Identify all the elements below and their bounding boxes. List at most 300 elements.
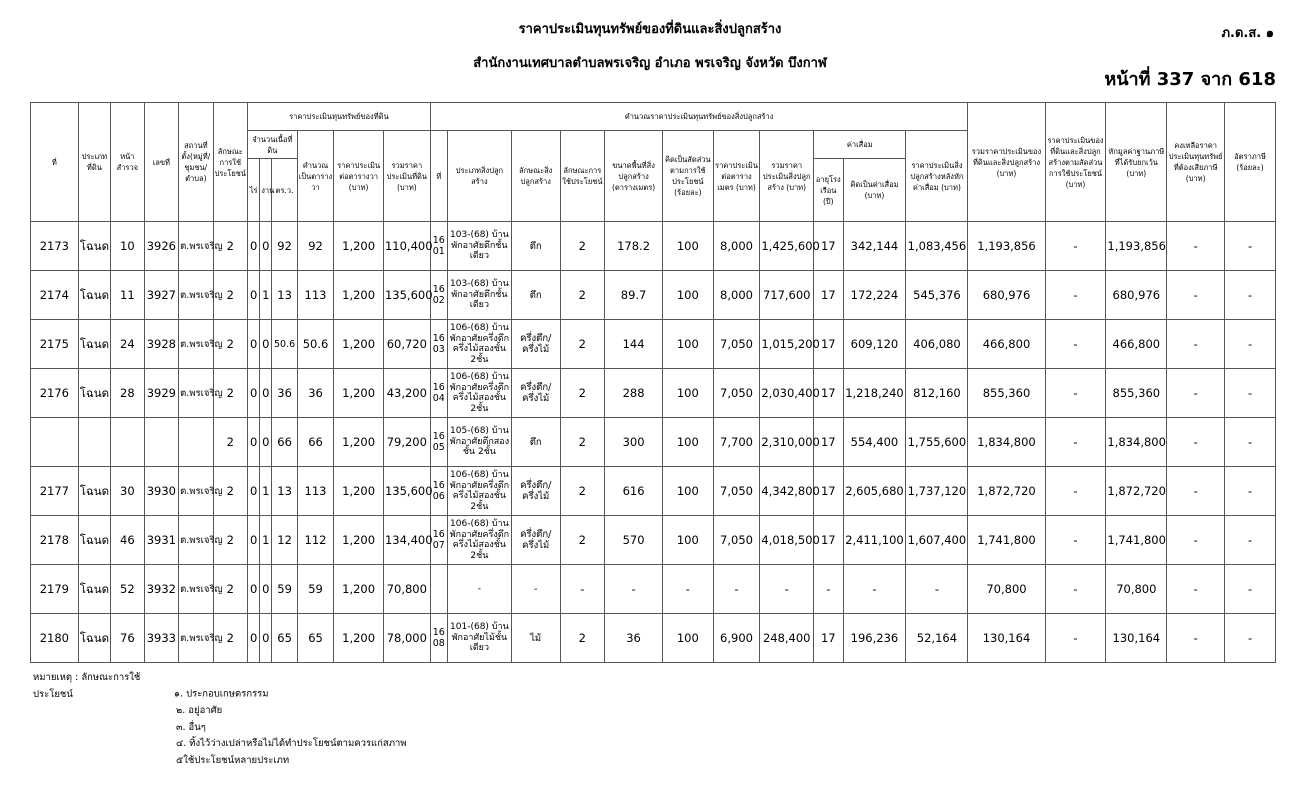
notes-section [33,670,407,769]
cell-sqw: 92 [297,222,334,271]
cell-building-pct: 100 [662,222,713,271]
col-usage: ลักษณะการใช้ประโยชน์ [213,103,247,222]
cell-rai: 0 [248,565,260,614]
table-row [31,467,1276,516]
cell-age: 17 [814,369,843,418]
cell-age: 17 [814,222,843,271]
assessment-table [30,102,1276,663]
cell-share: - [1045,467,1106,516]
cell-sqw: 113 [297,271,334,320]
cell-building-no: 16 08 [430,614,447,663]
cell-sqw: 65 [297,614,334,663]
col-share-value: ราคาประเมินของที่ดินและสิ่งปลูกสร้างตามสัดส่วนการใช้ประโยชน์ (บาท) [1045,103,1106,222]
cell-grand-total: 1,834,800 [968,418,1045,467]
cell-building-area: 300 [605,418,663,467]
cell-after-dep: - [906,565,968,614]
cell-building-nature: ตึก [511,418,560,467]
cell-location: ต.พรเจริญ [179,614,213,663]
cell-land-total: 135,600 [383,271,430,320]
cell-building-nature: ไม้ [511,614,560,663]
cell-doc: 3929 [144,369,178,418]
col-land-type: ประเภทที่ดิน [78,103,110,222]
notes-label: หมายเหตุ : ลักษณะการใช้ประโยชน์ [33,672,141,700]
cell-land-total: 60,720 [383,320,430,369]
table-row [31,222,1276,271]
cell-deduction: 1,872,720 [1106,467,1167,516]
cell-building-type: 103-(68) บ้านพักอาศัยตึกชั้นเดียว [447,271,511,320]
cell-building-usage: 2 [560,614,605,663]
cell-building-price: 7,700 [713,418,760,467]
cell-deduction: 466,800 [1106,320,1167,369]
cell-share: - [1045,516,1106,565]
cell-wah: 92 [272,222,297,271]
cell-doc: 3927 [144,271,178,320]
col-building-usage: ลักษณะการใช้ประโยชน์ [560,131,605,222]
cell-building-no: 16 01 [430,222,447,271]
cell-grand-total: 70,800 [968,565,1045,614]
table-row [31,369,1276,418]
cell-depreciation: - [843,565,906,614]
cell-building-pct: 100 [662,369,713,418]
cell-price: 1,200 [334,369,384,418]
cell-after-dep: 406,080 [906,320,968,369]
cell-doc: 3930 [144,467,178,516]
cell-land-total: 135,600 [383,467,430,516]
cell-price: 1,200 [334,467,384,516]
col-no: ที่ [31,103,79,222]
cell-doc: 3932 [144,565,178,614]
cell-rai: 0 [248,369,260,418]
cell-no: 2176 [31,369,79,418]
cell-share: - [1045,222,1106,271]
cell-location: ต.พรเจริญ [179,320,213,369]
cell-deduction: 1,193,856 [1106,222,1167,271]
cell-rai: 0 [248,320,260,369]
cell-depreciation: 1,218,240 [843,369,906,418]
cell-grand-total: 1,741,800 [968,516,1045,565]
cell-remaining: - [1167,467,1225,516]
cell-building-price: 6,900 [713,614,760,663]
cell-building-area: 288 [605,369,663,418]
cell-building-usage: - [560,565,605,614]
cell-wah: 12 [272,516,297,565]
cell-building-no: 16 04 [430,369,447,418]
col-building-type: ประเภทสิ่งปลูกสร้าง [447,131,511,222]
cell-land-total: 79,200 [383,418,430,467]
cell-building-usage: 2 [560,418,605,467]
cell-location: ต.พรเจริญ [179,369,213,418]
cell-doc: 3926 [144,222,178,271]
cell-depreciation: 196,236 [843,614,906,663]
cell-grand-total: 855,360 [968,369,1045,418]
cell-sqw: 59 [297,565,334,614]
table-row [31,614,1276,663]
cell-usage: 2 [213,467,247,516]
col-ngan: งาน [260,159,272,222]
cell-ngan: 1 [260,516,272,565]
cell-no [31,418,79,467]
cell-building-pct: 100 [662,271,713,320]
cell-no: 2178 [31,516,79,565]
cell-location: ต.พรเจริญ [179,467,213,516]
table-row [31,565,1276,614]
cell-share: - [1045,614,1106,663]
table-row [31,418,1276,467]
col-price-per-sqw: ราคาประเมินต่อตารางวา (บาท) [334,131,384,222]
cell-building-total: 4,342,800 [760,467,814,516]
cell-land-type: โฉนด [78,369,110,418]
cell-building-total: 1,425,600 [760,222,814,271]
cell-tax-rate: - [1225,565,1276,614]
cell-building-no: 16 03 [430,320,447,369]
cell-building-nature: ครึ่งตึก/ครึ่งไม้ [511,467,560,516]
cell-building-usage: 2 [560,369,605,418]
cell-building-nature: ตึก [511,271,560,320]
cell-no: 2175 [31,320,79,369]
col-building-price-sqm: ราคาประเมินต่อตารางเมตร (บาท) [713,131,760,222]
cell-building-price: 7,050 [713,369,760,418]
cell-sqw: 112 [297,516,334,565]
col-building-pct: คิดเป็นสัดส่วนตามการใช้ประโยชน์ (ร้อยละ) [662,131,713,222]
cell-age: 17 [814,271,843,320]
cell-land-total: 78,000 [383,614,430,663]
cell-after-dep: 1,737,120 [906,467,968,516]
cell-building-total: 717,600 [760,271,814,320]
cell-after-dep: 1,083,456 [906,222,968,271]
cell-share: - [1045,565,1106,614]
cell-building-area: - [605,565,663,614]
cell-building-total: - [760,565,814,614]
cell-price: 1,200 [334,418,384,467]
notes-item: ๕ใช้ประโยชน์หลายประเภท [176,754,290,766]
cell-building-total: 2,030,400 [760,369,814,418]
cell-depreciation: 2,605,680 [843,467,906,516]
table-row [31,320,1276,369]
cell-doc: 3928 [144,320,178,369]
cell-land-total: 134,400 [383,516,430,565]
cell-price: 1,200 [334,271,384,320]
cell-price: 1,200 [334,614,384,663]
cell-building-nature: ครึ่งตึก/ครึ่งไม้ [511,320,560,369]
cell-share: - [1045,320,1106,369]
col-building-area: ขนาดพื้นที่สิ่งปลูกสร้าง (ตารางเมตร) [605,131,663,222]
col-calc-sqw: คำนวณเป็นตารางวา [297,131,334,222]
cell-land-total: 110,400 [383,222,430,271]
cell-share: - [1045,418,1106,467]
col-group-land: ราคาประเมินทุนทรัพย์ของที่ดิน [248,103,431,131]
cell-after-dep: 545,376 [906,271,968,320]
cell-building-usage: 2 [560,320,605,369]
cell-page: 52 [111,565,144,614]
cell-remaining: - [1167,369,1225,418]
cell-page: 46 [111,516,144,565]
cell-building-type: 101-(68) บ้านพักอาศัยไม้ชั้นเดียว [447,614,511,663]
cell-rai: 0 [248,222,260,271]
cell-no: 2179 [31,565,79,614]
cell-grand-total: 680,976 [968,271,1045,320]
col-group-depreciation: ค่าเสื่อม [814,131,906,159]
cell-land-type: โฉนด [78,565,110,614]
cell-location [179,418,213,467]
col-tax-rate: อัตราภาษี (ร้อยละ) [1225,103,1276,222]
cell-tax-rate: - [1225,320,1276,369]
cell-land-type: โฉนด [78,271,110,320]
cell-wah: 50.6 [272,320,297,369]
cell-price: 1,200 [334,565,384,614]
col-building-total: รวมราคาประเมินสิ่งปลูกสร้าง (บาท) [760,131,814,222]
cell-usage: 2 [213,369,247,418]
cell-building-usage: 2 [560,271,605,320]
cell-no: 2180 [31,614,79,663]
cell-building-area: 178.2 [605,222,663,271]
cell-age: 17 [814,320,843,369]
cell-ngan: 1 [260,271,272,320]
cell-building-pct: 100 [662,467,713,516]
cell-price: 1,200 [334,320,384,369]
cell-ngan: 0 [260,222,272,271]
cell-remaining: - [1167,418,1225,467]
col-grand-total: รวมราคาประเมินของที่ดินและสิ่งปลูกสร้าง (บาท) [968,103,1045,222]
form-code: ภ.ด.ส. ๑ [1221,26,1274,41]
cell-sqw: 50.6 [297,320,334,369]
cell-deduction: 1,741,800 [1106,516,1167,565]
cell-ngan: 0 [260,565,272,614]
cell-age: 17 [814,467,843,516]
cell-after-dep: 1,607,400 [906,516,968,565]
cell-tax-rate: - [1225,222,1276,271]
cell-usage: 2 [213,516,247,565]
cell-building-type: 106-(68) บ้านพักอาศัยครึ่งตึกครึ่งไม้สองชั้น 2ชั้น [447,369,511,418]
cell-page: 30 [111,467,144,516]
col-doc-no: เลขที่ [144,103,178,222]
cell-age: 17 [814,418,843,467]
cell-building-no: 16 05 [430,418,447,467]
notes-item: ๒. อยู่อาศัย [176,705,223,716]
col-survey-page: หน้าสำรวจ [111,103,144,222]
cell-price: 1,200 [334,516,384,565]
cell-land-type [78,418,110,467]
cell-building-no: 16 02 [430,271,447,320]
cell-usage: 2 [213,222,247,271]
cell-wah: 59 [272,565,297,614]
cell-age: 17 [814,614,843,663]
cell-deduction: 855,360 [1106,369,1167,418]
cell-depreciation: 342,144 [843,222,906,271]
cell-building-type: 106-(68) บ้านพักอาศัยครึ่งตึกครึ่งไม้สองชั้น 2ชั้น [447,516,511,565]
cell-building-price: 7,050 [713,320,760,369]
cell-sqw: 113 [297,467,334,516]
cell-building-price: 8,000 [713,271,760,320]
cell-usage: 2 [213,320,247,369]
cell-remaining: - [1167,222,1225,271]
cell-building-usage: 2 [560,516,605,565]
col-group-area: จำนวนเนื้อที่ดิน [248,131,298,159]
table-row [31,516,1276,565]
cell-remaining: - [1167,320,1225,369]
cell-doc: 3931 [144,516,178,565]
cell-sqw: 66 [297,418,334,467]
cell-location: ต.พรเจริญ [179,271,213,320]
cell-building-pct: 100 [662,614,713,663]
cell-grand-total: 130,164 [968,614,1045,663]
cell-location: ต.พรเจริญ [179,565,213,614]
cell-depreciation: 609,120 [843,320,906,369]
cell-land-type: โฉนด [78,614,110,663]
cell-building-type: 106-(68) บ้านพักอาศัยครึ่งตึกครึ่งไม้สองชั้น 2ชั้น [447,320,511,369]
cell-building-pct: 100 [662,516,713,565]
cell-building-area: 616 [605,467,663,516]
table-row [31,271,1276,320]
col-wah: ตร.ว. [272,159,297,222]
cell-age: - [814,565,843,614]
col-rai: ไร่ [248,159,260,222]
cell-building-type: 105-(68) บ้านพักอาศัยตึกสองชั้น 2ชั้น [447,418,511,467]
cell-grand-total: 466,800 [968,320,1045,369]
cell-tax-rate: - [1225,271,1276,320]
col-building-after-dep: ราคาประเมินสิ่งปลูกสร้างหลังหักค่าเสื่อม (บาท) [906,131,968,222]
cell-no: 2174 [31,271,79,320]
cell-building-usage: 2 [560,467,605,516]
cell-rai: 0 [248,516,260,565]
cell-page: 28 [111,369,144,418]
cell-land-type: โฉนด [78,320,110,369]
cell-after-dep: 1,755,600 [906,418,968,467]
cell-remaining: - [1167,516,1225,565]
cell-usage: 2 [213,271,247,320]
cell-deduction: 70,800 [1106,565,1167,614]
cell-remaining: - [1167,565,1225,614]
cell-rai: 0 [248,418,260,467]
cell-wah: 36 [272,369,297,418]
cell-building-no: 16 07 [430,516,447,565]
table-body [31,222,1276,663]
col-land-total: รวมราคาประเมินที่ดิน (บาท) [383,131,430,222]
cell-location: ต.พรเจริญ [179,222,213,271]
cell-tax-rate: - [1225,516,1276,565]
col-remaining: คงเหลือราคาประเมินทุนทรัพย์ที่ต้องเสียภาษี (บาท) [1167,103,1225,222]
cell-no: 2177 [31,467,79,516]
cell-wah: 66 [272,418,297,467]
cell-tax-rate: - [1225,369,1276,418]
cell-deduction: 1,834,800 [1106,418,1167,467]
cell-land-total: 43,200 [383,369,430,418]
cell-tax-rate: - [1225,614,1276,663]
cell-building-total: 1,015,200 [760,320,814,369]
cell-age: 17 [814,516,843,565]
col-building-nature: ลักษณะสิ่งปลูกสร้าง [511,131,560,222]
cell-price: 1,200 [334,222,384,271]
report-subtitle: สำนักงานเทศบาลตำบลพรเจริญ อำเภอ พรเจริญ จังหวัด บึงกาฬ [473,56,827,71]
cell-after-dep: 52,164 [906,614,968,663]
cell-remaining: - [1167,271,1225,320]
cell-usage: 2 [213,565,247,614]
cell-rai: 0 [248,271,260,320]
cell-deduction: 680,976 [1106,271,1167,320]
notes-line [33,670,407,703]
page-info: หน้าที่ 337 จาก 618 [1104,69,1276,90]
cell-building-pct: - [662,565,713,614]
cell-grand-total: 1,872,720 [968,467,1045,516]
cell-building-total: 248,400 [760,614,814,663]
col-building-age: อายุโรงเรือน (ปี) [814,159,843,222]
cell-building-price: 7,050 [713,516,760,565]
cell-building-pct: 100 [662,418,713,467]
col-building-no: ที่ [430,131,447,222]
notes-item: ๔. ทิ้งไว้ว่างเปล่าหรือไม่ได้ทำประโยชน์ตามควรแก่สภาพ [176,738,407,749]
col-group-building: คำนวณราคาประเมินทุนทรัพย์ของสิ่งปลูกสร้าง [430,103,968,131]
cell-usage: 2 [213,418,247,467]
cell-wah: 65 [272,614,297,663]
cell-land-type: โฉนด [78,516,110,565]
cell-building-nature: ตึก [511,222,560,271]
notes-item: ๑. ประกอบเกษตรกรรม [174,688,269,700]
cell-ngan: 0 [260,369,272,418]
col-deduction: หักมูลค่าฐานภาษีที่ได้รับยกเว้น (บาท) [1106,103,1167,222]
cell-ngan: 1 [260,467,272,516]
cell-ngan: 0 [260,418,272,467]
cell-depreciation: 172,224 [843,271,906,320]
cell-building-type: 106-(68) บ้านพักอาศัยครึ่งตึกครึ่งไม้สองชั้น 2ชั้น [447,467,511,516]
cell-building-type: - [447,565,511,614]
cell-ngan: 0 [260,614,272,663]
cell-building-nature: ครึ่งตึก/ครึ่งไม้ [511,516,560,565]
cell-wah: 13 [272,271,297,320]
cell-building-total: 4,018,500 [760,516,814,565]
cell-doc: 3933 [144,614,178,663]
cell-depreciation: 2,411,100 [843,516,906,565]
cell-building-area: 144 [605,320,663,369]
col-depreciation: คิดเป็นค่าเสื่อม (บาท) [843,159,906,222]
cell-deduction: 130,164 [1106,614,1167,663]
cell-page: 11 [111,271,144,320]
cell-page: 24 [111,320,144,369]
cell-depreciation: 554,400 [843,418,906,467]
cell-after-dep: 812,160 [906,369,968,418]
cell-building-total: 2,310,000 [760,418,814,467]
cell-building-type: 103-(68) บ้านพักอาศัยตึกชั้นเดียว [447,222,511,271]
cell-building-no [430,565,447,614]
cell-doc [144,418,178,467]
cell-building-usage: 2 [560,222,605,271]
cell-no: 2173 [31,222,79,271]
cell-sqw: 36 [297,369,334,418]
cell-building-area: 570 [605,516,663,565]
cell-rai: 0 [248,614,260,663]
cell-land-type: โฉนด [78,222,110,271]
cell-tax-rate: - [1225,418,1276,467]
cell-land-total: 70,800 [383,565,430,614]
cell-building-nature: ครึ่งตึก/ครึ่งไม้ [511,369,560,418]
cell-page: 10 [111,222,144,271]
cell-building-price: - [713,565,760,614]
cell-share: - [1045,369,1106,418]
cell-page: 76 [111,614,144,663]
col-location: สถานที่ตั้ง(หมู่ที่/ชุมชน/ตำบล) [179,103,213,222]
cell-building-nature: - [511,565,560,614]
cell-page [111,418,144,467]
cell-rai: 0 [248,467,260,516]
cell-location: ต.พรเจริญ [179,516,213,565]
report-title: ราคาประเมินทุนทรัพย์ของที่ดินและสิ่งปลูกสร้าง [518,22,782,37]
cell-remaining: - [1167,614,1225,663]
cell-building-area: 36 [605,614,663,663]
cell-tax-rate: - [1225,467,1276,516]
cell-usage: 2 [213,614,247,663]
cell-ngan: 0 [260,320,272,369]
cell-wah: 13 [272,467,297,516]
cell-building-price: 7,050 [713,467,760,516]
cell-share: - [1045,271,1106,320]
